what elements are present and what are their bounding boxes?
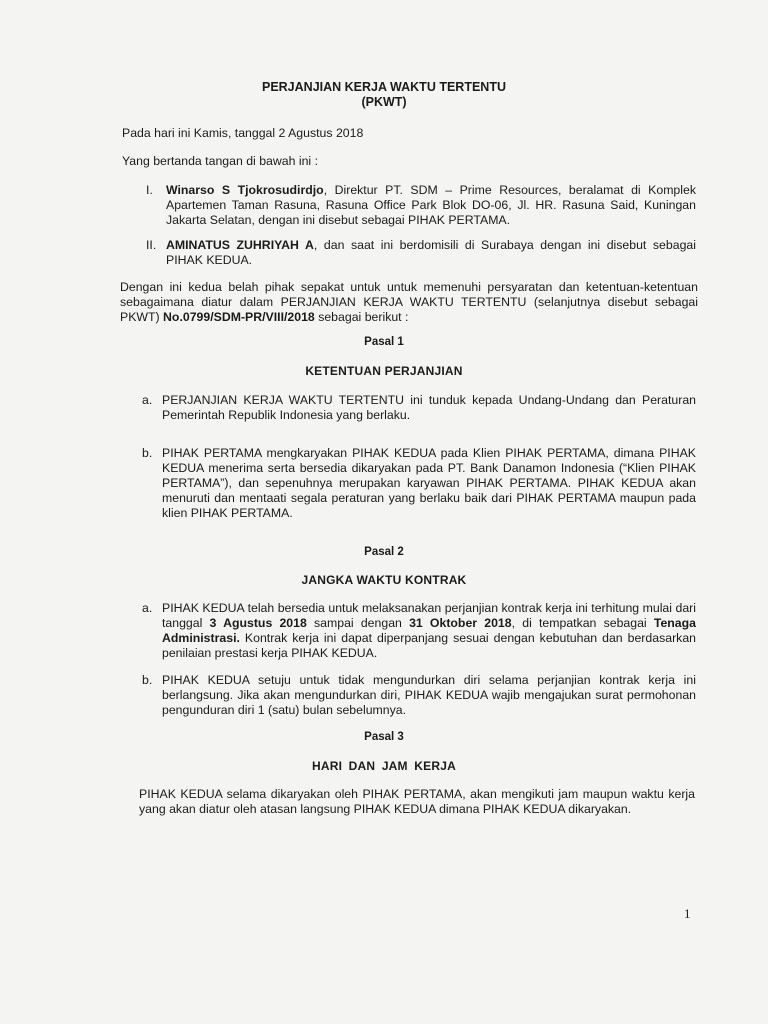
pasal1-label: Pasal 1 bbox=[364, 336, 404, 348]
agreement-intro-text: Dengan ini kedua belah pihak sepakat untuk untuk memenuhi persyaratan dan ketentuan-ketentuan sebagaimana diatur dalam PERJANJIAN KERJA WAKTU TERTENTU (selanjutnya disebut sebagai PKWT) bbox=[120, 280, 698, 324]
pasal2-item-a-t3: , di tempatkan sebagai bbox=[511, 616, 654, 630]
party2-text: , dan saat ini berdomisili di Surabaya dengan ini disebut sebagai PIHAK KEDUA. bbox=[166, 238, 696, 267]
party1-paragraph bbox=[166, 183, 696, 228]
pasal1-heading: KETENTUAN PERJANJIAN bbox=[305, 364, 463, 378]
pasal1-item-a-text: PERJANJIAN KERJA WAKTU TERTENTU ini tunduk kepada Undang-Undang dan Peraturan Pemerintah Republik Indonesia yang berlaku. bbox=[162, 393, 696, 422]
party1-text: , Direktur PT. SDM – Prime Resources, beralamat di Komplek Apartemen Taman Rasuna, Rasuna Office Park Blok DO-06, Jl. HR. Rasuna Said, Kuningan Jakarta Selatan, dengan ini disebut sebagai PIHAK PERTAMA. bbox=[166, 183, 696, 227]
agreement-intro-tail: sebagai berikut : bbox=[314, 310, 409, 324]
pasal2-item-b-marker: b. bbox=[142, 673, 153, 687]
pasal3-heading: HARI DAN JAM KERJA bbox=[312, 759, 456, 773]
opening-date: Pada hari ini Kamis, tanggal 2 Agustus 2018 bbox=[122, 126, 364, 140]
party1-marker: I. bbox=[146, 183, 153, 197]
party2-name: AMINATUS ZUHRIYAH A bbox=[166, 238, 314, 252]
contract-start-date: 3 Agustus 2018 bbox=[209, 616, 307, 630]
party2-paragraph bbox=[166, 238, 696, 268]
pasal1-item-a-marker: a. bbox=[142, 393, 153, 407]
document-title: PERJANJIAN KERJA WAKTU TERTENTU bbox=[261, 80, 506, 94]
page-number: 1 bbox=[684, 906, 691, 921]
agreement-intro bbox=[120, 280, 698, 325]
pasal2-label: Pasal 2 bbox=[364, 546, 404, 558]
pasal1-item-b-marker: b. bbox=[142, 446, 153, 460]
signatories-intro: Yang bertanda tangan di bawah ini : bbox=[122, 154, 318, 168]
pasal2-item-a-marker: a. bbox=[142, 601, 153, 615]
pasal3-label: Pasal 3 bbox=[364, 731, 404, 743]
pasal2-item-a-paragraph bbox=[162, 601, 696, 661]
pasal2-item-a-t1: PIHAK KEDUA telah bersedia untuk melaksanakan perjanjian kontrak kerja ini terhitung mulai dari tanggal bbox=[162, 601, 696, 630]
party1-name: Winarso S Tjokrosudirdjo bbox=[166, 183, 324, 197]
agreement-number: No.0799/SDM-PR/VIII/2018 bbox=[163, 310, 315, 324]
contract-end-date: 31 Oktober 2018 bbox=[409, 616, 512, 630]
job-role: Tenaga Administrasi. bbox=[162, 616, 696, 645]
pasal3-text: PIHAK KEDUA selama dikaryakan oleh PIHAK PERTAMA, akan mengikuti jam maupun waktu kerja yang akan diatur oleh atasan langsung PIHAK KEDUA dimana PIHAK KEDUA dikaryakan. bbox=[139, 787, 695, 816]
pasal2-item-a-t4: Kontrak kerja ini dapat diperpanjang sesuai dengan kebutuhan dan berdasarkan penilaian prestasi kerja PIHAK KEDUA. bbox=[162, 631, 696, 660]
party2-marker: II. bbox=[146, 238, 157, 252]
pasal1-item-b-text: PIHAK PERTAMA mengkaryakan PIHAK KEDUA pada Klien PIHAK PERTAMA, dimana PIHAK KEDUA menerima serta bersedia dikaryakan pada PT. Bank Danamon Indonesia (“Klien PIHAK PERTAMA”), dan sepenuhnya merupakan karyawan PIHAK PERTAMA. PIHAK KEDUA akan menuruti dan mentaati segala peraturan yang berlaku baik dari PIHAK PERTAMA maupun pada klien PIHAK PERTAMA. bbox=[162, 446, 696, 520]
document-subtitle: (PKWT) bbox=[361, 95, 407, 109]
pasal2-item-b-text: PIHAK KEDUA setuju untuk tidak mengundurkan diri selama perjanjian kontrak kerja ini berlangsung. Jika akan mengundurkan diri, PIHAK KEDUA wajib mengajukan surat permohonan pengunduran diri 1 (satu) bulan sebelumnya. bbox=[162, 673, 696, 717]
pasal2-heading: JANGKA WAKTU KONTRAK bbox=[301, 573, 467, 587]
pasal2-item-a-t2: sampai dengan bbox=[306, 616, 410, 630]
